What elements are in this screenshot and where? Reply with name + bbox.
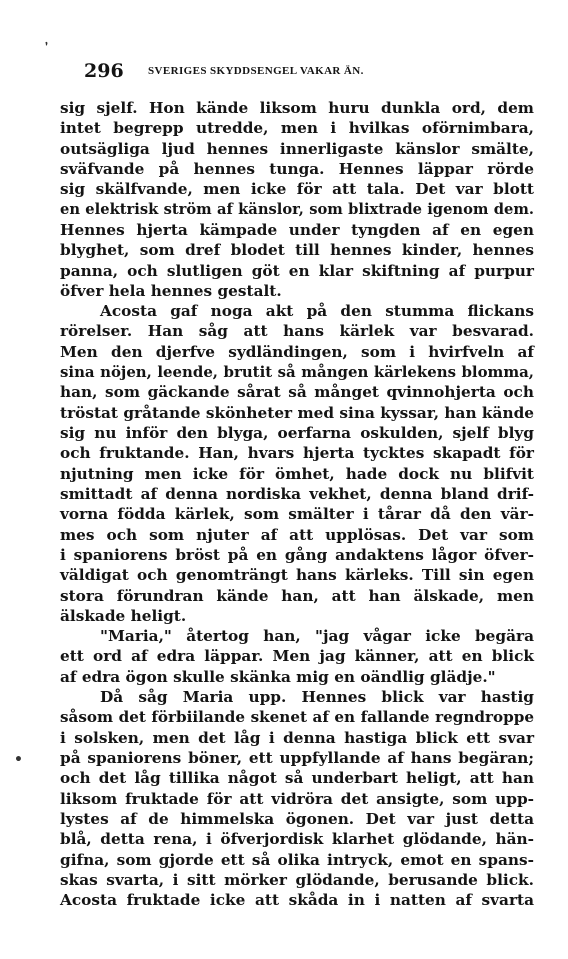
text-line: intet begrepp utredde, men i hvilkas oförnimbara, bbox=[60, 119, 534, 138]
text-line: blyghet, som dref blodet till hennes kinder, hennes bbox=[60, 241, 534, 260]
text-line: Acosta fruktade icke att skåda in i natten af svarta bbox=[60, 891, 534, 910]
text-line: han, som gäckande sårat så månget qvinnohjerta och bbox=[60, 383, 534, 402]
text-line: ett ord af edra läppar. Men jag känner, att en blick bbox=[60, 647, 534, 666]
text-line: sig skälfvande, men icke för att tala. Det var blott bbox=[60, 180, 534, 199]
text-line: skas svarta, i sitt mörker glödande, berusande blick. bbox=[60, 870, 534, 889]
text-line: en elektrisk ström af känslor, som blixtrade igenom dem. bbox=[60, 200, 534, 218]
stray-mark-top: , bbox=[42, 35, 50, 48]
text-line: blå, detta rena, i öfverjordisk klarhet glödande, hän- bbox=[60, 830, 534, 849]
text-line: smittadt af denna nordiska vekhet, denna bland drif- bbox=[60, 484, 534, 503]
text-line: outsägliga ljud hennes innerligaste känslor smälte, bbox=[60, 139, 534, 158]
text-line: Men den djerfve sydländingen, som i hvirfveln af bbox=[60, 342, 534, 361]
text-line-paragraph-end: älskade heligt. bbox=[60, 606, 187, 625]
text-line: sig sjelf. Hon kände liksom huru dunkla ord, dem bbox=[60, 99, 534, 117]
text-line: sina nöjen, leende, brutit så mången kärlekens blomma, bbox=[60, 363, 534, 382]
text-line: i solsken, men det låg i denna hastiga blick ett svar bbox=[60, 728, 534, 747]
text-line: mes och som njuter af att upplösas. Det var som bbox=[60, 525, 534, 544]
text-line: i spaniorens bröst på en gång andaktens lågor öfver- bbox=[60, 545, 534, 564]
page-header bbox=[84, 60, 534, 84]
text-line: lystes af de himmelska ögonen. Det var just detta bbox=[60, 809, 534, 828]
text-line-paragraph-end: öfver hela hennes gestalt. bbox=[60, 281, 282, 300]
running-head: SVERIGES SKYDDSENGEL VAKAR ÄN. bbox=[148, 65, 364, 77]
text-line: tröstat gråtande skönheter med sina kyssar, han kände bbox=[60, 403, 534, 422]
text-line-paragraph-end: af edra ögon skulle skänka mig en oändlig glädje." bbox=[60, 667, 496, 686]
text-line: såsom det förbiilande skenet af en fallande regndroppe bbox=[60, 708, 534, 727]
text-line: och det låg tillika något så underbart heligt, att han bbox=[60, 769, 534, 788]
text-line: rörelser. Han såg att hans kärlek var besvarad. bbox=[60, 322, 534, 341]
text-line-paragraph-start: Acosta gaf noga akt på den stumma flickans bbox=[100, 302, 534, 321]
text-line: liksom fruktade för att vidröra det ansigte, som upp- bbox=[60, 789, 534, 808]
body-text bbox=[60, 98, 534, 911]
text-line: panna, och slutligen göt en klar skiftning af purpur bbox=[60, 261, 534, 280]
text-line: sväfvande på hennes tunga. Hennes läppar rörde bbox=[60, 159, 534, 178]
text-line-paragraph-start: Då såg Maria upp. Hennes blick var hastig bbox=[100, 688, 534, 707]
page-number: 296 bbox=[84, 60, 124, 82]
text-line: vorna födda kärlek, som smälter i tårar då den vär- bbox=[60, 505, 534, 524]
text-line: på spaniorens böner, ett uppfyllande af hans begäran; bbox=[60, 749, 534, 767]
text-line: Hennes hjerta kämpade under tyngden af en egen bbox=[60, 220, 534, 239]
text-line-paragraph-start: "Maria," återtog han, "jag vågar icke begära bbox=[100, 627, 534, 646]
text-line: sig nu inför den blyga, oerfarna oskulden, sjelf blyg bbox=[60, 424, 534, 442]
text-line: gifna, som gjorde ett så olika intryck, emot en spans- bbox=[60, 850, 534, 869]
text-line: stora förundran kände han, att han älskade, men bbox=[60, 586, 534, 605]
text-line: och fruktande. Han, hvars hjerta tycktes skapadt för bbox=[60, 444, 534, 463]
stray-mark-side: • bbox=[14, 752, 23, 768]
text-line: njutning men icke för ömhet, hade dock nu blifvit bbox=[60, 464, 534, 483]
text-line: väldigat och genomträngt hans kärleks. Till sin egen bbox=[60, 566, 534, 585]
